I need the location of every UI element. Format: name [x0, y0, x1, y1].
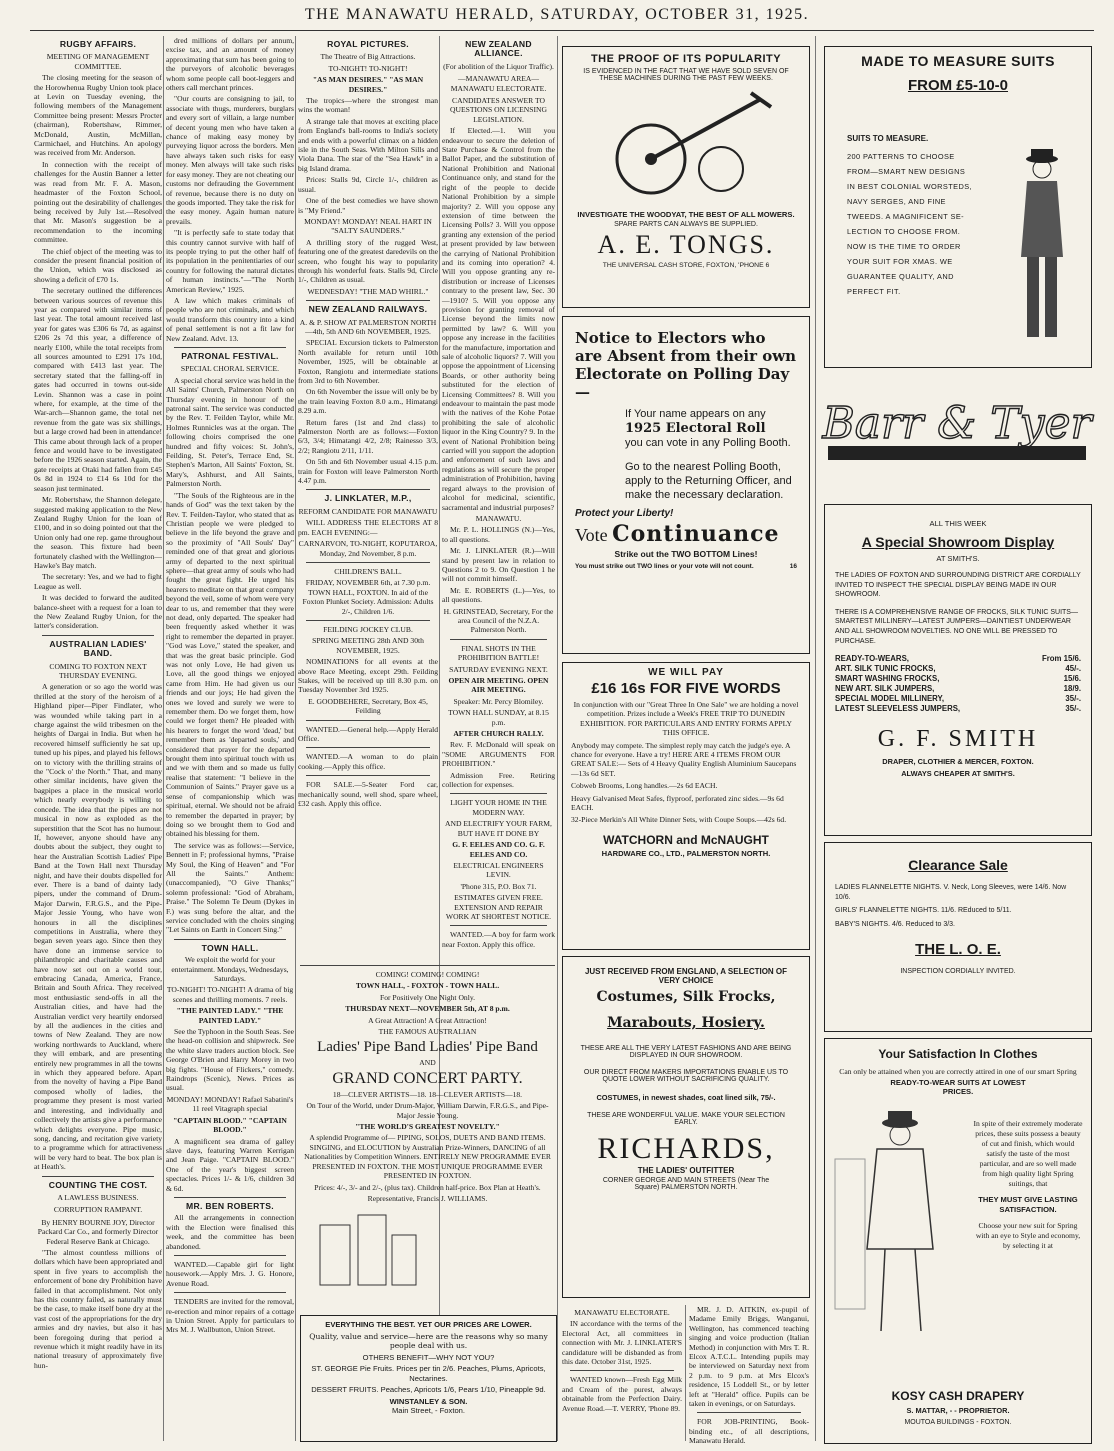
- ad-text: OTHERS BENEFIT—WHY NOT YOU?: [362, 1352, 495, 1362]
- paragraph: MANAWATU.: [475, 513, 522, 523]
- paragraph: A strange tale that moves at exciting place from England's ball-rooms to India's society and ends with a powerful climax on a hidden isle in the South Seas. With Milton Sills and Viola Dana. The star of the "Sea Hawk" in a big Island drama.: [298, 116, 438, 173]
- paragraph: AND ELECTRIFY YOUR FARM, BUT HAVE IT DONE BY: [445, 819, 552, 838]
- paragraph: "Our courts are consigning to jail, to associate with thugs, murderers, burglars and every sort of villain, a large number of decent young men who have taken a chance of making easy money by purveying liquor across the borders. Men have always taken such risks for easy money. Men always will take such risks for easy money. They are not cheating our customs nor defrauding the Government of revenue, because there is no duty on the goods imported. They take the risk for the easy money. Again human nature prevails.: [166, 94, 294, 226]
- paragraph: Mr. Robertshaw, the Shannon delegate, suggested making application to the New Zealand Rugby Union for the loan of £100, and in so doing pointed out that the Union only had one rep. game throughout the season. This fixture had been fortunately clashed with the Wellington—Hawke's Bay match.: [34, 495, 162, 570]
- ad-text: THE LADIES OF FOXTON AND SURROUNDING DISTRICT ARE CORDIALLY INVITED TO INSPECT THE SPECIAL DISPLAY BEING MADE IN OUR SHOWROOM.: [835, 572, 1081, 599]
- paragraph: AND: [419, 1058, 436, 1068]
- ad-headline: EVERYTHING THE BEST. YET OUR PRICES ARE LOWER.: [325, 1320, 532, 1329]
- ad-slogan: ALWAYS CHEAPER AT SMITH'S.: [901, 769, 1015, 779]
- ad-line: FROM—SMART NEW DESIGNS: [847, 167, 966, 176]
- paragraph: dred millions of dollars per annum, excise tax, and an amount of money approximating that sum has been going to the purveyors of alcoholic beverages whom some people call boot-leggers and others call merchant princes.: [166, 36, 294, 93]
- ad-owner: S. MATTAR, - - PROPRIETOR.: [906, 1406, 1010, 1415]
- paragraph: See the Typhoon in the South Seas. See the head-on collision and shipwreck. See the white slave traders auction block. See George O'Brien and Harry Morey in two big fights. "House of Flickers," comedy. Raindrops (Scenic), News. Prices as usual.: [166, 1027, 294, 1093]
- price-list: [835, 654, 1081, 714]
- ad-line: NOW IS THE TIME TO ORDER: [847, 242, 961, 251]
- ad-text: IS EVIDENCED IN THE FACT THAT WE HAVE SOLD SEVEN OF THESE MACHINES DURING THE PAST FEW WEEKS.: [583, 68, 789, 82]
- ad-text: Protect your Liberty!: [575, 508, 674, 519]
- trouser-leg: [1027, 257, 1039, 337]
- ad-number: 16: [789, 563, 797, 570]
- column-4: [442, 36, 555, 956]
- paragraph: "The almost countless millions of dollars which have been appropriated and spent in five years to accomplish the enforcement of bone dry Prohibition have failed in that accomplishment. Not only has this country failed, as naturally must be the case, to make itself bone dry at the vast cost of the appropriations for the dry armies and dry navies, but also it has been foregoing during that period a revenue which it might readily have in its national treasury of approximately five hun-: [34, 1247, 162, 1370]
- divider: [306, 620, 430, 621]
- ad-headline: MADE TO MEASURE SUITS: [861, 53, 1055, 69]
- trouser-leg: [915, 1249, 921, 1331]
- subheadline: A LAWLESS BUSINESS.: [57, 1192, 139, 1202]
- paragraph: SPECIAL Excursion tickets to Palmerston North available for return until 10th November, 1925, will be obtainable at Foxton, Rangiotu and intermediate stations from 3rd to 6th November.: [298, 338, 438, 385]
- paragraph: Speaker: Mr. Percy Blomiley.: [453, 696, 544, 706]
- watchorn-ad: [562, 662, 810, 950]
- divider: [306, 489, 430, 490]
- paragraph: A thrilling story of the rugged West, featuring one of the greatest daredevils on the screen, who fought his way to popularity through his wonderful feats. Stalls 9d, Circle 1/-, Children as usual.: [298, 237, 438, 285]
- paragraph: TO-NIGHT! TO-NIGHT! A drama of big scenes and thrilling moments. 7 reels.: [166, 985, 294, 1004]
- divider: [306, 300, 430, 301]
- item-price: From 15/6.: [1042, 654, 1081, 664]
- paragraph: A generation or so ago the world was thrilled at the story of the heroism of a Highland piper—Piper Findlater, who was wounded while taking part in a charge against the wild tribesmen on the heights of Dargai in India. But when he recovered himself sufficiently he sat up, tuned up his pipes, and played his fellows on to victory with the thrilling strains of the "Cock o' the North." That, and many other similar incidents, have given the bagpipes a place in the musical world which nearly everybody is willing to concede. The idea that the pipes are not musical in now as exploded as the superstition that the Scot has no humour. If, however, anyone should have any doubts about the subject, they ought to hear the Australian Scottish Ladies' Pipe Band at the Town Hall next Thursday night, and have their doubts dispelled for ever. There is a band of dainty lady pipers, under the command of Drum-Major Darwin, F.R.G.S., and the Pipe-Major Jessie Young, who have won honours in all the disciplines competitions in Australia, where they began seven years ago. Since then they have done an immense service to philanthropic and charitable causes and have now set out on a world tour, embracing Canada, America, France, Britain and South Africa. They received most enthusiastic send-offs in all the Australian cities, and have had the Australian verdict very heartily endorsed by all the audiences in the cities and towns of New Zealand. They are now working northwards to Auckland, where they will embark, and are presenting entirely new programmes in all the towns in which they appeared before. Apart from the novelty of having a Pipe Band composed wholly of ladies, the programme they present is most varied and interesting, and individually and collectively the artists give a performance which delights everyone. Pipe music, song, dancing, and recitation give variety to a programme which for attractiveness will be very hard to beat. The box plan is at Heath's.: [34, 682, 162, 1172]
- paragraph: Representative, Francis J. WILLIAMS.: [367, 1193, 488, 1203]
- film-title: "AS MAN DESIRES." "AS MAN DESIRES.": [312, 75, 424, 94]
- continuance-label: Continuance: [612, 521, 780, 547]
- divider: [306, 562, 430, 563]
- ad-text: 32-Piece Merkin's All White Dinner Sets, with Coupe Soups.—42s 6d.: [571, 815, 787, 825]
- ad-text: ALL THIS WEEK: [929, 519, 987, 528]
- classified: WANTED.—General help.—Apply Herald Office.: [298, 724, 438, 743]
- ad-headline: Marabouts, Hosiery.: [607, 1015, 765, 1031]
- item-name: ART. SILK TUNIC FROCKS,: [835, 664, 936, 674]
- paragraph: A splendid Programme of— PIPING, SOLOS, DUETS AND BAND ITEMS. SINGING, and ELOCUTION by Australian Prize-Winners, DANCING of all Nationalities by Competition Winners. ENTIRELY NEW PROGRAMME EVER PRESENTED IN FOXTON. THE MOST UNIQUE PROGRAMME EVER PRESENTED IN FOXTON.: [304, 1133, 551, 1181]
- subheadline: MEETING OF MANAGEMENT COMMITTEE.: [46, 52, 150, 71]
- grocery-jar: [392, 1235, 416, 1285]
- subheadline: —MANAWATU AREA— MANAWATU ELECTORATE.: [450, 74, 547, 93]
- subheadline: REFORM CANDIDATE FOR MANAWATU: [298, 506, 438, 516]
- subheadline: LIGHT YOUR HOME IN THE MODERN WAY.: [450, 798, 547, 817]
- ad-name: A. E. TONGS.: [597, 230, 775, 259]
- ad-text: OUR DIRECT FROM MAKERS IMPORTATIONS ENABLE US TO QUOTE LOWER WITHOUT SACRIFICING QUALITY.: [583, 1069, 789, 1083]
- ad-text: Heavy Galvanised Meat Safes, flyproof, perforated zinc sides.—9s 6d EACH.: [571, 793, 784, 813]
- paragraph: H. GRINSTEAD, Secretary, For the area Council of the N.Z.A. Palmerston North.: [443, 606, 554, 635]
- paragraph: The service was as follows:—Service, Bennett in F; professional hymns, "Praise My Soul, the King of Heaven" and "For All the Saints." Anthem: (unaccompanied), "O Give Thanks;" solemn professional: "God of Abraham, Praise." The Solemn Te Deum (Dykes in F.) was sung before the altar, and the service concluded with the choirs singing "Let Saints on Earth in Concert Sing.": [166, 840, 294, 935]
- ad-name: G. F. SMITH: [877, 726, 1039, 753]
- paragraph: MR. J. D. AITKIN, ex-pupil of Madame Emily Briggs, Wanganui, Wellington, has commenced teaching singing and voice production (Italian Method) in conjunction with Mrs T. R. Elcox A.T.C.L. Intending pupils may be interviewed on Saturday next from 2 p.m. to 9 p.m. at Mrs Elcox's residence, 15 Loddell St., or by letter left at "Herald" office. Pupils can be taken in evenings, or on Saturdays.: [689, 1305, 809, 1409]
- vote-label: Vote: [575, 525, 608, 545]
- paragraph: The closing meeting for the season of the Horowhenua Rugby Union took place at Levin on Tuesday evening, the following members of the Management Committee being present: Messrs Procter (chairman), Robertshaw, Rimmer, McDonald, Austin, McMillan, Carmichael, and Hutchins. An apology was received from Mr. Anderson.: [34, 73, 162, 158]
- electors-ad: [562, 316, 810, 654]
- barr-tyer-logo: [824, 376, 1090, 486]
- paragraph: THE FAMOUS AUSTRALIAN: [378, 1027, 477, 1037]
- item-price: 15/6.: [1063, 674, 1081, 684]
- ad-headline: £16 16s FOR FIVE WORDS: [591, 680, 781, 697]
- ad-name: WINSTANLEY & SON.: [389, 1396, 468, 1406]
- ad-name: RICHARDS,: [597, 1132, 775, 1165]
- barr-tyer-ad: [824, 376, 1090, 496]
- ad-text: DESSERT FRUITS. Peaches, Apricots 1/6, Pears 1/10, Pineapple 9d.: [311, 1385, 546, 1394]
- divider: [42, 1176, 154, 1177]
- ad-headline: THE PROOF OF ITS POPULARITY: [590, 53, 782, 65]
- item-name: SMART WASHING FROCKS,: [835, 674, 940, 684]
- paragraph: FRIDAY, NOVEMBER 6th, at 7.30 p.m. TOWN HALL, FOXTON. In aid of the Foxton Plunket Society. Admission: Adults 2/-, Children 1/6.: [302, 578, 434, 616]
- item-name: LATEST SLEEVELESS JUMPERS,: [835, 704, 961, 714]
- ad-text: COSTUMES, in newest shades, coat lined silk, 75/-.: [596, 1093, 776, 1102]
- column-rule: [685, 1305, 686, 1441]
- classified: WANTED known—Fresh Egg Milk and Cream of the purest, always obtainable from the Perfection Dairy. Avenue Road.—T. VERRY, 'Phone 89.: [562, 1375, 682, 1413]
- smith-ad: [824, 504, 1092, 836]
- paragraph: The chief object of the meeting was to consider the present financial position of the Union, which was disclosed as showing a deficit of £70 1s.: [34, 246, 162, 284]
- tongs-ad: [562, 46, 810, 308]
- paragraph: It was decided to forward the audited balance-sheet with a request for a loan to the New Zealand Rugby Union, for the latter's consideration.: [34, 593, 162, 631]
- paragraph: If Elected.—1. Will you endeavour to secure the deletion of State Purchase & Control from the Ballot Paper, and the substitution of National Prohibition and National Continuance only, and stand for the right of the people to decide National Prohibition by a simple majority? 2. Will you oppose any extension of time between the Licensing Polls? 3. Will you oppose granting any extension of the period at present provided by law between the carrying of National Prohibition and its coming into operation? 4. Will you oppose granting any re-distribution or increase of Licenses contrary to the present law, Sec. 30—1910? 5. Will you oppose any provision for granting removal of License beyond the limits now permitted by law? 6. Will you oppose any increase in the facilities for the manufacture, importation and sale of alcoholic liquors? 7. Will you oppose the appointment of Licensing Boards, or other authority being substituted for the election of Licensing Committees? 8. Will you endeavour to maintain the past mode with the natives of the Kohe Potae prohibiting the sale of alcoholic liquor in the King Country? 9. In the event of National Prohibition being carried will you support the adoption and enforcement of such laws and regulations as will secure the proper administration of Prohibition, having regard always to the provision of alcohol for medicinal, scientific, sacramental and industrial purposes?: [442, 126, 555, 512]
- ad-address: THE UNIVERSAL CASH STORE, FOXTON, 'PHONE 6: [602, 262, 770, 269]
- divider: [450, 793, 547, 794]
- clearance-ad: [824, 842, 1092, 1032]
- subheadline: FEILDING JOCKEY CLUB.: [323, 624, 413, 634]
- ad-text: SPARE PARTS CAN ALWAYS BE SUPPLIED.: [614, 221, 758, 228]
- paragraph: OPEN AIR MEETING. OPEN AIR MEETING.: [448, 676, 549, 695]
- paragraph: E. GOODBEHERE, Secretary, Box 45, Feilding: [308, 696, 428, 716]
- column-rule: [163, 36, 164, 1441]
- paragraph: "The Souls of the Righteous are in the hands of God" was the text taken by the Rev. T. Feilden-Taylor, who stated that as Christian people we were pledged to believe in the life beyond the grave and so the proximity of "All Souls' Day" reminded one of that great and glorious army of departed to the next spiritual sphere—that great army of souls who had fought the great fight. He urged his hearers to meditate on that great company beyond the veil, some of whom were very dear to us, and remember that they were not dead, only departed. The speaker had been frequently asked whether it was right to remember the departed in prayer. "God was Love," stated the speaker, and that was the great basic principle. God was not only Love, He had given us Love, all the good things we enjoyed came from Him. He had given us our friends and our joys; He had given the ones we loved and surely we were to remember them. Do we forget them, how could we forget them? He pleaded with his hearers to forget the word 'dead,' but remember them as 'departed souls,' and considered that prayer for the departed brought them into spiritual touch with us and we with them and so made us fully realise that statement: "I believe in the Communion of Saints." Prayer gave us a sense of companionship which was spiritual, eternal. We should not be afraid to remember the departed in prayer; by doing so we brought them to God and obtained his blessing for them.: [166, 490, 294, 839]
- ad-address: HARDWARE CO., LTD., PALMERSTON NORTH.: [601, 848, 771, 858]
- headline: J. LINKLATER, M.P.,: [324, 493, 412, 504]
- divider: [300, 965, 555, 966]
- richards-ad: [562, 956, 810, 1298]
- ad-text: JUST RECEIVED FROM ENGLAND, A SELECTION OF VERY CHOICE: [584, 967, 788, 985]
- ad-line: LECTION TO CHOOSE FROM.: [847, 227, 961, 236]
- ad-text: In spite of their extremely moderate prices, these suits possess a beauty of cut and finish, which would satisfy the taste of the most particular, and are so well made from high quality light Spring suitings, that: [973, 1119, 1083, 1188]
- item-price: 18/9.: [1063, 684, 1081, 694]
- suit-jacket: [1021, 181, 1063, 257]
- divider: [42, 635, 154, 636]
- suits-ad: [824, 46, 1092, 368]
- top-rule: [30, 30, 1094, 31]
- item-name: READY-TO-WEARS,: [835, 654, 909, 664]
- ad-headline: Clearance Sale: [908, 857, 1008, 873]
- divider: [174, 1255, 286, 1256]
- grocery-tin: [320, 1225, 350, 1285]
- ad-text: READY-TO-WEAR SUITS AT LOWEST PRICES.: [890, 1078, 1026, 1096]
- ad-line: PERFECT FIT.: [847, 287, 901, 296]
- ad-line: TWEEDS. A MAGNIFICENT SE-: [847, 212, 965, 221]
- divider: [697, 1412, 801, 1413]
- paragraph: On Tour of the World, under Drum-Major, William Darwin, F.R.G.S., and Pipe-Major Jessie Young.: [306, 1101, 549, 1120]
- ad-text: Choose your new suit for Spring with an eye to Style and economy, by selecting it at: [975, 1221, 1081, 1250]
- paragraph: The secretary outlined the differences between various sources of revenue this year as compared with similar items of last year. The total amount received last year for gates was £306 6s 7d, as against £206 2s 7d this year, a difference of nearly £100, while the total receipts from all sources amounted to £291 17s 10d, compared with £413 last year. The secretary stated that the falling-off in gates had occurred in towns out-side Levin. Shannon was a case in point where, for example, at the time of the War-arch—Shannon game, the total net revenue from the gate was six shillings, but a large crowd had been in attendance! This came about through lack of a proper fence and would have to be investigated before the 1926 season started. Again, the gate receipts at Otaki had fallen from £45 0s 8d in 1924 to £14 6s 10d for the season just terminated.: [34, 286, 162, 493]
- winstanley-ad-box: [300, 1315, 557, 1442]
- ad-text: Quality, value and service—here are the reasons why so many people deal with us.: [309, 1331, 548, 1350]
- headline: AUSTRALIAN LADIES' BAND.: [49, 638, 147, 659]
- paragraph: COMING! COMING! COMING!: [375, 970, 480, 979]
- film-title: "THE PAINTED LADY." "THE PAINTED LADY.": [176, 1006, 284, 1025]
- grocery-box: [358, 1215, 386, 1285]
- paragraph: TOWN HALL, - FOXTON - TOWN HALL.: [355, 981, 500, 991]
- paragraph: "THE WORLD'S GREATEST NOVELTY.": [355, 1122, 500, 1132]
- ad-text: INSPECTION CORDIALLY INVITED.: [900, 968, 1016, 976]
- subheadline: COMING TO FOXTON NEXT THURSDAY EVENING.: [49, 661, 147, 680]
- paragraph: We exploit the world for your entertainment. Mondays, Wednesdays, Saturdays.: [171, 955, 289, 983]
- byline: By HENRY BOURNE JOY, Director Packard Car Co., and formerly Director Federal Reserve Bank at Chicago.: [37, 1217, 159, 1246]
- ad-price: FROM £5-10-0: [907, 77, 1009, 94]
- hat-crown: [1031, 149, 1053, 159]
- paragraph: Mr. E. ROBERTS (L.)—Yes, to all questions.: [442, 585, 555, 605]
- ad-text: In conjunction with our "Great Three In One Sale" we are holding a novel competition. Prizes include a Week's FREE TRIP TO DUNEDIN EXHIBITION. FOR PARTICULARS AND ENTRY FORMS APPLY THIS OFFICE.: [573, 700, 799, 738]
- ad-text: You must strike out TWO lines or your vote will not count.: [575, 563, 754, 570]
- trouser-leg: [1045, 257, 1057, 337]
- divider: [306, 775, 430, 776]
- ad-address: MOUTOA BUILDINGS - FOXTON.: [904, 1419, 1012, 1426]
- paragraph: The secretary: Yes, and we had to fight League as well.: [34, 572, 162, 591]
- paragraph: 18—CLEVER ARTISTS—18. 18—CLEVER ARTISTS—18.: [332, 1089, 523, 1099]
- item-price: 35/-.: [1065, 694, 1081, 704]
- paragraph: TO-NIGHT! TO-NIGHT!: [328, 63, 408, 73]
- paragraph: AFTER CHURCH RALLY.: [453, 729, 544, 739]
- paragraph: In connection with the receipt of challenges for the Austin Banner a letter was read from Mr. F. A. Mason, headmaster of the Foxton School, pointing out the desirability of challenges being received by July 1st.—Resolved that Mr. Mason's suggestion be a recommendation to the incoming committee.: [34, 159, 162, 245]
- headline: ROYAL PICTURES.: [327, 39, 409, 49]
- classified: FOR JOB-PRINTING, Book-binding etc., of all descriptions, Manawatu Herald.: [689, 1417, 809, 1446]
- subheadline: CANDIDATES ANSWER TO QUESTIONS ON LICENSING LEGISLATION.: [449, 96, 548, 124]
- paragraph: Return fares (1st and 2nd class) to Palmerston North are as follows:—Foxton 6/3, 3/4; Himatangi 4/2, 2/8; Rainesso 3/3, 2/2; Rangiotu 2/11, 1/11.: [298, 417, 438, 455]
- suited-man-illustration: [835, 1099, 965, 1339]
- ad-text: Go to the nearest Polling Booth, apply to the Returning Officer, and make the necessary declaration.: [625, 461, 792, 501]
- item-price: 45/-.: [1065, 664, 1081, 674]
- ad-subtitle: DRAPER, CLOTHIER & MERCER, FOXTON.: [882, 757, 1034, 767]
- ad-name: THE L. O. E.: [915, 941, 1001, 959]
- ad-address: CORNER GEORGE AND MAIN STREETS (Near The Square) PALMERSTON NORTH.: [602, 1177, 770, 1191]
- ad-text: 1925 Electoral Roll: [625, 421, 766, 436]
- paragraph: TOWN HALL SUNDAY, at 8.15 p.m.: [448, 708, 549, 727]
- classified: WANTED.—A boy for farm work near Foxton. Apply this office.: [442, 930, 555, 949]
- divider: [306, 720, 430, 721]
- headline: PATRONAL FESTIVAL.: [181, 351, 279, 361]
- gentleman-illustration: [1007, 147, 1077, 347]
- paragraph: Mr. J. LINKLATER (R.)—Will stand by present law in relation to Questions 2 to 9. On Question 1 he will not commit himself.: [442, 546, 555, 584]
- ad-line: GUARANTEE QUALITY, AND: [847, 272, 954, 281]
- ad-headline: WE WILL PAY: [648, 667, 724, 678]
- electorate-notice: [562, 1305, 682, 1445]
- ad-text: THESE ARE ALL THE VERY LATEST FASHIONS AND ARE BEING DISPLAYED IN OUR SHOWROOM.: [580, 1045, 792, 1059]
- column-rule: [557, 36, 558, 1441]
- logo-script: Barr & Tyer: [822, 398, 1092, 449]
- paragraph: A law which makes criminals of people who are not criminals, and which would transform this country into a kind of penal settlement is not a fit law for New Zealand. Advt. 13.: [166, 295, 294, 343]
- paragraph: On 6th November the issue will only be by the train leaving Foxton 8.0 a.m., Himatangi 8.29 a.m.: [298, 387, 438, 416]
- paragraph: Mr. P. L. HOLLINGS (N.)—Yes, to all questions.: [442, 525, 555, 544]
- item-name: SPECIAL MODEL MILLINERY,: [835, 694, 945, 704]
- paragraph: A special choral service was held in the All Saints' Church, Palmerston North on Thursday evening in honour of the patronal saint. The service was conducted by the Rev. T. Feilden Taylor, while Mr. Holmes Runnicles was at the organ. The following choirs comprised the one hundred and fifty voices: St. John's, Feilding, St. Peter's, Terrace End, St. Stephen's Marton, All Saints' Foxton, St. Mary's, Ashhurst, and All Saints, Palmerston North.: [166, 375, 294, 489]
- paragraph: SPRING MEETING 28th AND 30th NOVEMBER, 1925.: [312, 636, 424, 655]
- headline: NEW ZEALAND RAILWAYS.: [308, 304, 428, 315]
- ad-text: GIRLS' FLANNELETTE NIGHTS. 11/6. REduced to 5/11.: [835, 907, 1012, 915]
- paragraph: MONDAY! MONDAY! NEAL HART IN "SALTY SAUNDERS.": [304, 216, 432, 236]
- paragraph: One of the best comedies we have shown is "My Friend.": [298, 196, 438, 215]
- headline: MR. BEN ROBERTS.: [186, 1200, 274, 1211]
- ad-name: KOSY CASH DRAPERY: [891, 1389, 1025, 1403]
- divider: [570, 1370, 674, 1371]
- divider: [174, 1197, 286, 1198]
- concert-title: GRAND CONCERT PARTY.: [332, 1069, 523, 1087]
- item-price: 35/-.: [1065, 704, 1081, 714]
- ad-text: you can vote in any Polling Booth.: [625, 437, 791, 449]
- ad-headline: Notice to Electors who are Absent from their own Electorate on Polling Day—: [575, 329, 797, 401]
- paragraph: All the arrangements in connection with the Election were finalised this week, and the committee has been abandoned.: [166, 1213, 294, 1251]
- trouser-leg: [881, 1249, 885, 1331]
- paragraph: A Great Attraction! A Great Attraction!: [368, 1015, 487, 1025]
- mower-reel: [699, 147, 743, 191]
- ad-subtitle: SUITS TO MEASURE.: [847, 134, 929, 143]
- suit-jacket: [867, 1149, 933, 1249]
- ad-text: Anybody may compete. The simplest reply may catch the judge's eye. A chance for everyone. Have a try! HERE ARE 4 ITEMS FROM OUR GREAT SALE:— Sets of 4 Heavy Quality English Aluminium Saucepans—13s 6d SET.: [571, 740, 797, 778]
- classified: WANTED.—A woman to do plain cooking.—Apply this office.: [298, 752, 438, 771]
- headline: COUNTING THE COST.: [48, 1179, 148, 1190]
- ad-line: IN BEST COLONIAL WORSTEDS,: [847, 182, 972, 191]
- paragraph: SATURDAY EVENING NEXT.: [449, 664, 548, 674]
- divider: [306, 747, 430, 748]
- ad-name: WATCHORN and McNAUGHT: [603, 832, 769, 847]
- divider: [174, 939, 286, 940]
- classified: WANTED.—Capable girl for light housework.—Apply Mrs. J. G. Honore, Avenue Road.: [166, 1259, 294, 1288]
- ad-headline: A Special Showroom Display: [861, 534, 1055, 550]
- column-rule: [295, 36, 296, 1441]
- divider: [450, 639, 547, 640]
- paragraph: MONDAY! MONDAY! Rafael Sabatini's 11 reel Vitagraph special: [166, 1094, 294, 1114]
- paragraph: THURSDAY NEXT—NOVEMBER 5th, AT 8 p.m.: [345, 1004, 510, 1014]
- headline: TOWN HALL.: [201, 942, 259, 953]
- paragraph: NOMINATIONS for all events at the above Race Meeting, except 29th. Feilding Stakes, will be received up till 8.30 p.m. on Tuesday November 3rd 1925.: [298, 657, 438, 695]
- paragraph: Rev. F. McDonald will speak on "SOME ARGUMENTS FOR PROHIBITION.": [442, 740, 555, 769]
- paragraph: On 5th and 6th November usual 4.15 p.m. train for Foxton will leave Palmerston North 4.47 p.m.: [298, 457, 438, 486]
- ad-line: NAVY SERGES, AND FINE: [847, 197, 946, 206]
- ad-line: 200 PATTERNS TO CHOOSE: [847, 152, 955, 161]
- classified: FOR SALE.—5-Seater Ford car, mechanically sound, well shod, spare wheel, £32 cash. Apply this office.: [298, 780, 438, 809]
- ad-text: THESE ARE WONDERFUL VALUE. MAKE YOUR SELECTION EARLY.: [587, 1112, 785, 1126]
- column-1: [34, 36, 162, 1441]
- paragraph: For Positively One Night Only.: [379, 992, 476, 1002]
- ad-text: Strike out the TWO BOTTOM Lines!: [614, 549, 758, 559]
- subheadline: CHILDREN'S BALL.: [334, 566, 402, 576]
- paragraph: WILL ADDRESS THE ELECTORS AT 8 pm. EACH EVENING:—: [298, 518, 438, 537]
- subheadline: MANAWATU ELECTORATE.: [574, 1308, 670, 1317]
- hat-crown: [888, 1111, 912, 1123]
- ad-text: THERE IS A COMPREHENSIVE RANGE OF FROCKS, SILK TUNIC SUITS—SMARTEST MILLINERY—LATEST JUMPERS—DAINTIEST UNDERWEAR AND ALL SHOWROOM NOVELTIES. NO ONE WILL BE PRESSED TO PURCHASE.: [835, 608, 1078, 645]
- paragraph: Admission Free. Retiring collection for expenses.: [442, 770, 555, 790]
- column-2: [166, 36, 294, 1441]
- subheadline: CORRUPTION RAMPANT.: [53, 1205, 143, 1215]
- ad-text: LADIES FLANNELETTE NIGHTS. V. Neck, Long Sleeves, were 14/6. Now 10/6.: [835, 884, 1067, 901]
- paragraph: CARNARVON, TO-NIGHT, KOPUTAROA, Monday, 2nd November, 8 p.m.: [298, 539, 438, 558]
- ad-text: ST. GEORGE Pie Fruits. Prices per tin 2/6. Peaches, Plums, Apricots, Nectarines.: [311, 1364, 546, 1383]
- headline: NEW ZEALAND ALLIANCE.: [465, 39, 532, 59]
- ad-line: YOUR SUIT FOR XMAS. WE: [847, 257, 953, 266]
- ad-text: THEY MUST GIVE LASTING SATISFACTION.: [978, 1195, 1078, 1214]
- paragraph: ELECTRICAL ENGINEERS LEVIN.: [453, 860, 544, 880]
- ad-text: Cobweb Brooms, Long handles.—2s 6d EACH.: [571, 781, 718, 791]
- paragraph: "It is perfectly safe to state today that this country cannot survive with half of its people trying to put the other half of its population in the penitentiaries of our country for following the natural dictates of human instincts."—"The North American Review," 1925.: [166, 228, 294, 294]
- divider: [450, 925, 547, 926]
- ad-address: Main Street, - Foxton.: [391, 1406, 465, 1415]
- subheadline: A. & P. SHOW AT PALMERSTON NORTH—4th, 5th AND 6th NOVEMBER, 1925.: [299, 317, 437, 336]
- item-name: NEW ART. SILK JUMPERS,: [835, 684, 935, 694]
- divider: [174, 347, 286, 348]
- paragraph: Prices: 4/-, 3/- and 2/-, (plus tax). Children half-price. Box Plan at Heath's.: [314, 1182, 541, 1192]
- subheadline: (For abolition of the Liquor Traffic).: [443, 61, 554, 71]
- ad-text: INVESTIGATE THE WOODYAT, THE BEST OF ALL MOWERS.: [577, 210, 795, 219]
- paragraph: A magnificent sea drama of galley slave days, featuring Warren Kerrigan and Jean Paige. "CAPTAIN BLOOD." One of the year's biggest screen spectacles. Prices 1/- & 1/6, children 3d & 6d.: [166, 1136, 294, 1193]
- ad-text: Can only be attained when you are correctly attired in one of our smart Spring: [839, 1067, 1077, 1076]
- groceries-illustration: [310, 1205, 420, 1305]
- paragraph: G. F. EELES AND CO. G. F. EELES AND CO.: [452, 840, 545, 859]
- masthead: THE MANAWATU HERALD, SATURDAY, OCTOBER 31, 1925.: [304, 6, 810, 23]
- window-frame: [835, 1159, 865, 1309]
- kosy-ad: [824, 1038, 1092, 1444]
- paragraph: The tropics—where the strongest man wins the woman!: [298, 96, 438, 115]
- lawn-mower-illustration: [596, 89, 776, 199]
- paragraph: 'Phone 315, P.O. Box 71.: [460, 881, 537, 891]
- paragraph: ESTIMATES GIVEN FREE. EXTENSION AND REPAIR WORK AT SHORTEST NOTICE.: [445, 893, 552, 921]
- singing-notice: [689, 1305, 809, 1445]
- ad-text: AT SMITH'S.: [936, 554, 980, 563]
- concert-ad: [300, 965, 555, 1203]
- paragraph: IN accordance with the terms of the Electoral Act, all committees in connection with Mr. J. LINKLATER'S candidature will be disbanded as from this date. October 31st, 1925.: [562, 1319, 682, 1367]
- column-rule: [815, 36, 816, 1441]
- paragraph: Prices: Stalls 9d, Circle 1/-, children as usual.: [298, 175, 438, 194]
- classified: TENDERS are invited for the removal, re-erection and minor repairs of a cottage in Union Street. Apply for particulars to Mrs M. J. Wallbutton, Union Street.: [166, 1297, 294, 1335]
- column-3: [298, 36, 438, 956]
- divider: [174, 1292, 286, 1293]
- ad-headline: Costumes, Silk Frocks,: [596, 989, 776, 1005]
- subheadline: FINAL SHOTS IN THE PROHIBITION BATTLE!: [457, 643, 540, 663]
- subheadline: The Theatre of Big Attractions.: [320, 52, 416, 62]
- film-title: "CAPTAIN BLOOD." "CAPTAIN BLOOD.": [173, 1115, 287, 1135]
- subheadline: SPECIAL CHORAL SERVICE.: [180, 364, 280, 374]
- ad-text: If Your name appears on any: [625, 408, 766, 420]
- ad-subtitle: THE LADIES' OUTFITTER: [637, 1166, 735, 1175]
- ad-text: BABY'S NIGHTS. 4/6. Reduced to 3/3.: [835, 920, 956, 928]
- paragraph: WEDNESDAY! "THE MAD WHIRL.": [307, 286, 429, 296]
- band-name: Ladies' Pipe Band Ladies' Pipe Band: [317, 1039, 538, 1056]
- headline: RUGBY AFFAIRS.: [59, 39, 137, 49]
- ad-headline: Your Satisfaction In Clothes: [878, 1047, 1038, 1061]
